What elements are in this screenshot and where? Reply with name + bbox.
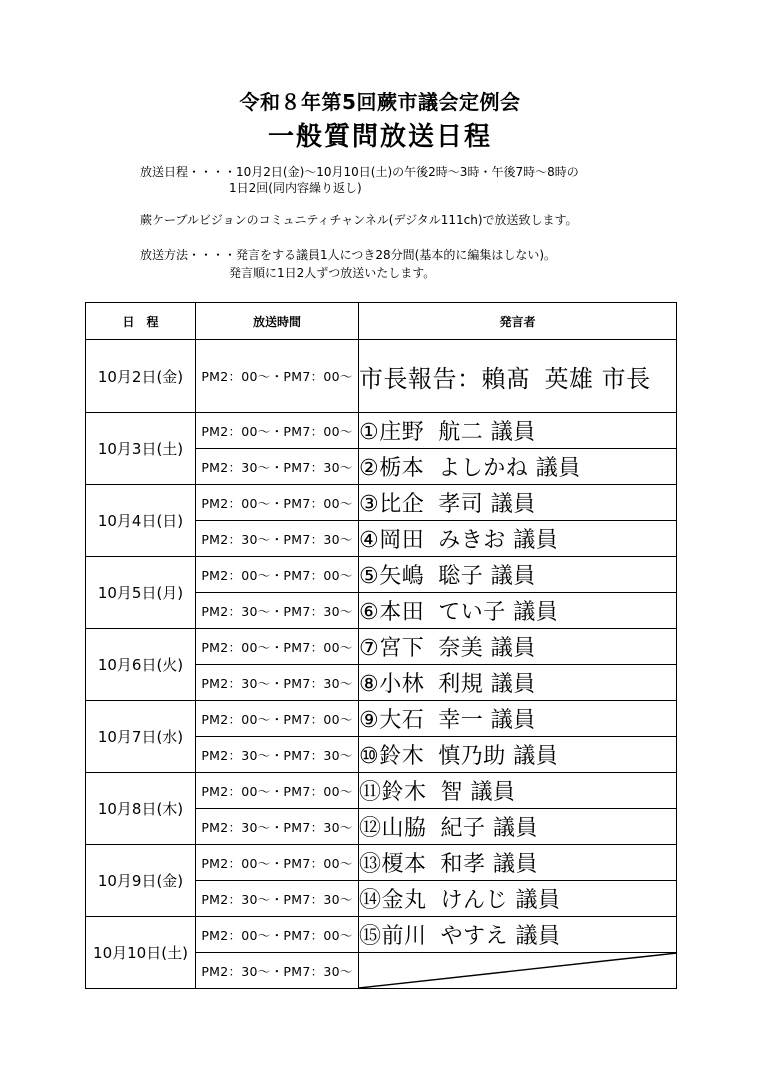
speaker-cell	[359, 413, 677, 449]
method-info-line: 放送方法・・・・発言をする議員1人につき28分間(基本的に編集はしない)。	[140, 248, 557, 262]
speaker-cell	[359, 485, 677, 521]
speaker-cell	[359, 809, 677, 845]
date-cell: 10月2日(金)	[86, 340, 196, 413]
speaker-cell	[359, 701, 677, 737]
speaker-title: てい子 議員	[438, 600, 559, 625]
table-row	[86, 701, 677, 737]
speaker-name: ⑭金丸	[359, 888, 427, 913]
speaker-name: ⑨大石	[359, 708, 425, 733]
speaker-name: ⑤矢嶋	[359, 564, 425, 589]
speaker-name: ③比企	[359, 492, 425, 517]
date-cell: 10月9日(金)	[86, 845, 196, 917]
speaker-name: ⑧小林	[359, 672, 425, 697]
speaker-name: ⑦宮下	[359, 636, 425, 661]
speaker-title: 利規 議員	[438, 672, 536, 697]
speaker-title: 慎乃助 議員	[438, 744, 559, 769]
time-cell: PM2：00～・PM7：00～	[196, 629, 359, 665]
time-cell: PM2：00～・PM7：00～	[196, 413, 359, 449]
date-cell: 10月4日(日)	[86, 485, 196, 557]
speaker-name: ⑮前川	[359, 924, 427, 949]
time-cell: PM2：00～・PM7：00～	[196, 340, 359, 413]
table-header-row	[86, 303, 677, 340]
speaker-cell	[359, 449, 677, 485]
speaker-title: 聡子 議員	[438, 564, 536, 589]
time-cell: PM2：30～・PM7：30～	[196, 881, 359, 917]
date-cell: 10月7日(水)	[86, 701, 196, 773]
speaker-name: ①庄野	[359, 420, 425, 445]
time-cell: PM2：30～・PM7：30～	[196, 521, 359, 557]
speaker-cell	[359, 521, 677, 557]
table-row	[86, 917, 677, 953]
speaker-cell	[359, 917, 677, 953]
speaker-name: ⑥本田	[359, 600, 425, 625]
speaker-title: やすえ 議員	[440, 924, 561, 949]
table-row	[86, 557, 677, 593]
speaker-name: ⑫山脇	[359, 816, 427, 841]
speaker-title: けんじ 議員	[440, 888, 561, 913]
speaker-cell	[359, 665, 677, 701]
time-cell: PM2：00～・PM7：00～	[196, 845, 359, 881]
speaker-name: ⑬榎本	[359, 852, 427, 877]
time-cell: PM2：00～・PM7：00～	[196, 701, 359, 737]
date-cell: 10月6日(火)	[86, 629, 196, 701]
title-line1: 令和８年第5回蕨市議会定例会	[239, 90, 521, 114]
speaker-cell	[359, 881, 677, 917]
speaker-title: 孝司 議員	[438, 492, 536, 517]
speaker-name: ⑩鈴木	[359, 744, 425, 769]
table-row	[86, 413, 677, 449]
table-row	[86, 485, 677, 521]
speaker-name: ⑪鈴木	[359, 780, 427, 805]
speaker-title: みきお 議員	[438, 528, 559, 553]
speaker-cell	[359, 737, 677, 773]
speaker-cell	[359, 340, 677, 413]
table-row	[86, 773, 677, 809]
speaker-cell	[359, 593, 677, 629]
speaker-cell	[359, 557, 677, 593]
channel-info-line: 蕨ケーブルビジョンのコミュニティチャンネル(デジタル111ch)で放送致します。	[140, 213, 578, 227]
schedule-info-line: 放送日程・・・・10月2日(金)～10月10日(土)の午後2時～3時・午後7時～8時の	[140, 165, 579, 179]
date-cell: 10月8日(木)	[86, 773, 196, 845]
time-cell: PM2：30～・PM7：30～	[196, 665, 359, 701]
speaker-title: よしかね 議員	[438, 456, 581, 481]
time-cell: PM2：30～・PM7：30～	[196, 809, 359, 845]
header-time: 放送時間	[196, 303, 359, 340]
page-title: 一般質問放送日程	[267, 122, 492, 152]
strikethrough-diagonal	[359, 953, 677, 988]
speaker-name: ④岡田	[359, 528, 425, 553]
speaker-cell	[359, 845, 677, 881]
speaker-title: 紀子 議員	[440, 816, 539, 841]
speaker-title: 和孝 議員	[440, 852, 539, 877]
time-cell: PM2：00～・PM7：00～	[196, 485, 359, 521]
time-cell: PM2：30～・PM7：30～	[196, 593, 359, 629]
time-cell: PM2：30～・PM7：30～	[196, 953, 359, 989]
time-cell: PM2：00～・PM7：00～	[196, 773, 359, 809]
empty-speaker-cell	[359, 953, 677, 989]
method-info-line: 発言順に1日2人ずつ放送いたします。	[229, 266, 436, 280]
header-date: 日 程	[86, 303, 196, 340]
date-cell: 10月10日(土)	[86, 917, 196, 989]
speaker-cell	[359, 629, 677, 665]
table-row	[86, 629, 677, 665]
time-cell: PM2：30～・PM7：30～	[196, 449, 359, 485]
speaker-title: 幸一 議員	[438, 708, 536, 733]
time-cell: PM2：00～・PM7：00～	[196, 557, 359, 593]
speaker-title: 智 議員	[440, 780, 516, 805]
speaker-name: 市長報告：賴髙	[359, 364, 531, 393]
speaker-title: 英雄 市長	[544, 364, 651, 393]
time-cell: PM2：30～・PM7：30～	[196, 737, 359, 773]
time-cell: PM2：00～・PM7：00～	[196, 917, 359, 953]
broadcast-schedule-table	[85, 302, 677, 989]
speaker-title: 奈美 議員	[438, 636, 536, 661]
table-row	[86, 845, 677, 881]
date-cell: 10月3日(土)	[86, 413, 196, 485]
date-cell: 10月5日(月)	[86, 557, 196, 629]
speaker-name: ②栃本	[359, 456, 425, 481]
header-speaker: 発言者	[359, 303, 677, 340]
speaker-cell	[359, 773, 677, 809]
speaker-title: 航二 議員	[438, 420, 536, 445]
table-row	[86, 340, 677, 413]
schedule-info-line: 1日2回(同内容繰り返し)	[229, 181, 362, 195]
